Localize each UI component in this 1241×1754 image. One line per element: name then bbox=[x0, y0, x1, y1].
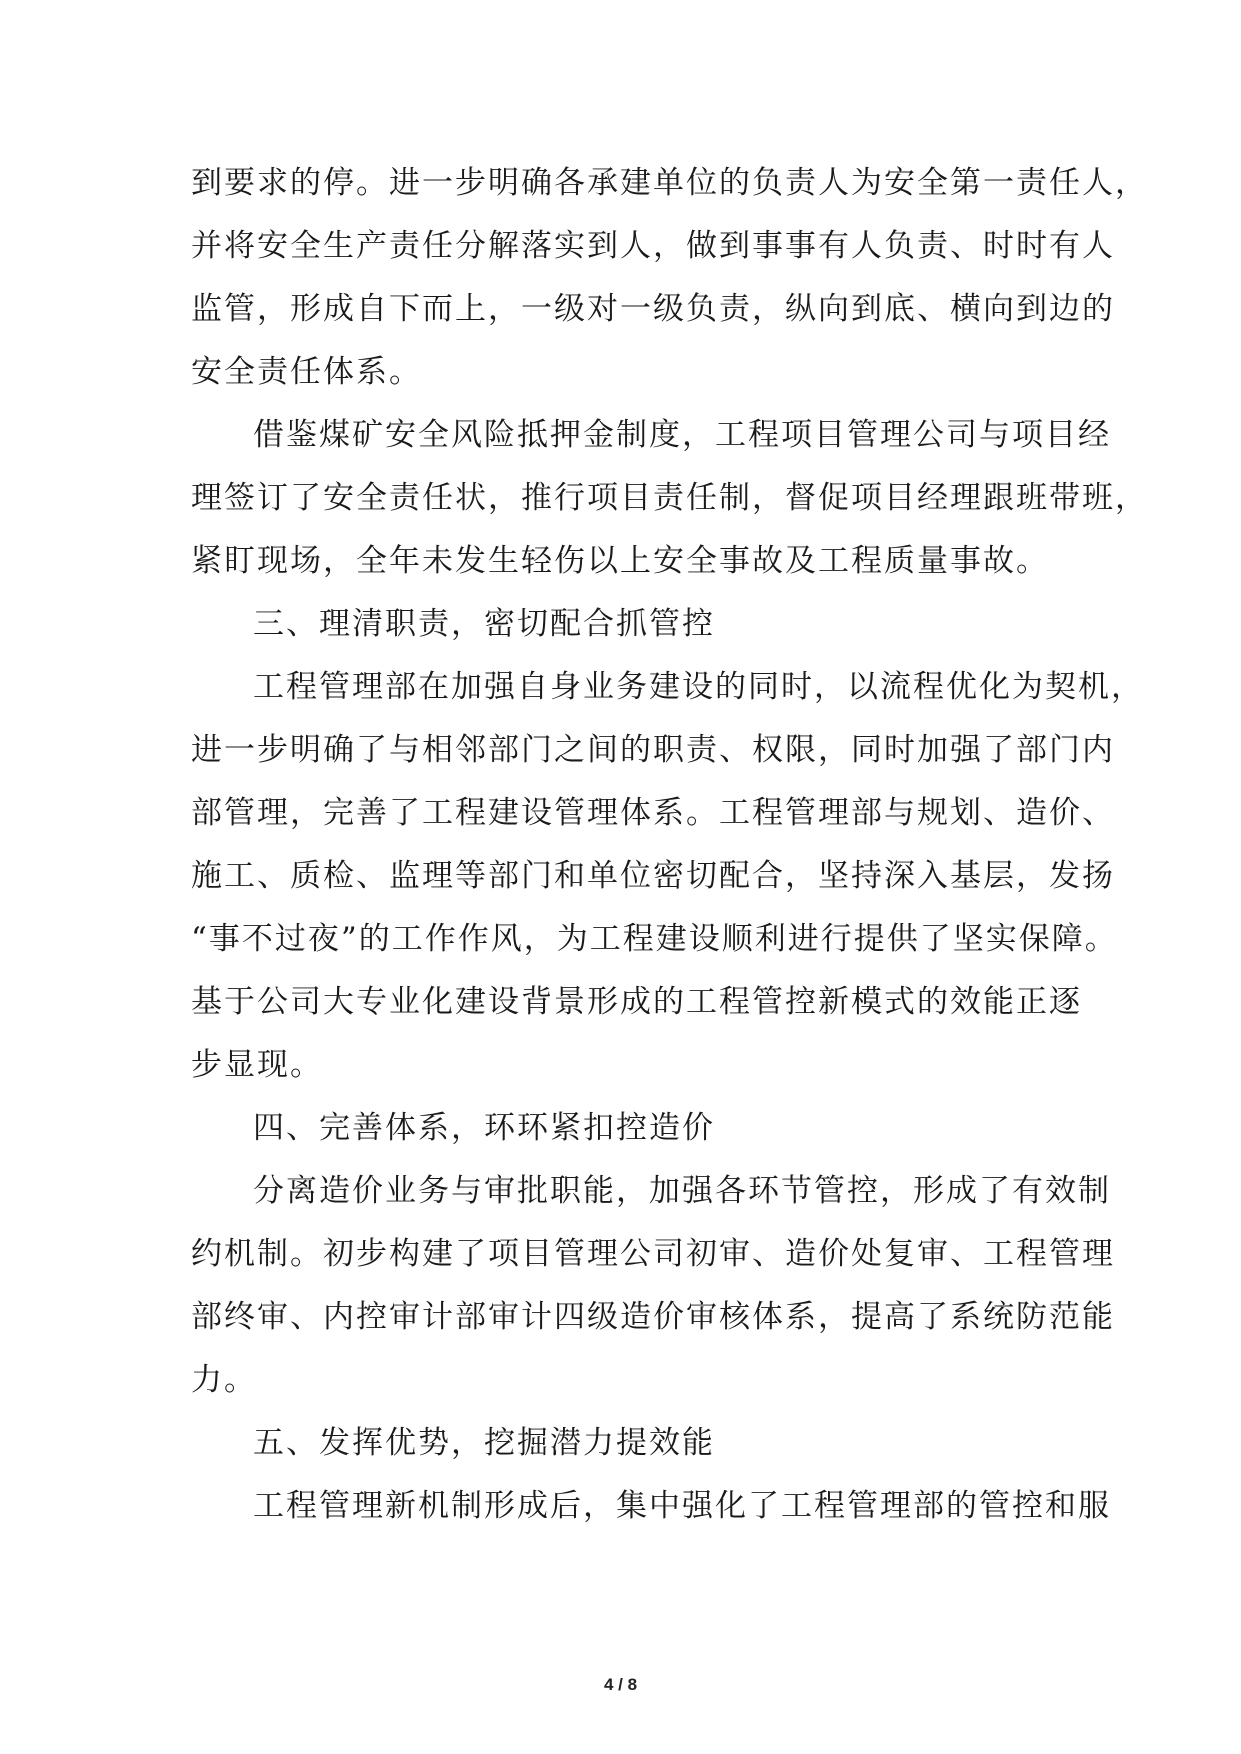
paragraph-line: 基于公司大专业化建设背景形成的工程管控新模式的效能正逐 bbox=[191, 984, 1082, 1020]
paragraph-line: 施工、质检、监理等部门和单位密切配合，坚持深入基层，发扬 bbox=[191, 858, 1115, 894]
paragraph-line: 步显现。 bbox=[191, 1047, 323, 1083]
paragraph-line: 进一步明确了与相邻部门之间的职责、权限，同时加强了部门内 bbox=[191, 732, 1115, 768]
paragraph-line: 分离造价业务与审批职能，加强各环节管控，形成了有效制 bbox=[253, 1173, 1111, 1209]
paragraph-line: 监管，形成自下而上，一级对一级负责，纵向到底、横向到边的 bbox=[191, 291, 1115, 327]
paragraph-line: 部管理，完善了工程建设管理体系。工程管理部与规划、造价、 bbox=[191, 795, 1115, 831]
page-number: 4 / 8 bbox=[603, 1675, 638, 1694]
paragraph-line: 部终审、内控审计部审计四级造价审核体系，提高了系统防范能 bbox=[191, 1299, 1115, 1335]
paragraph-line: 工程管理新机制形成后，集中强化了工程管理部的管控和服 bbox=[253, 1488, 1111, 1524]
paragraph-line: 理签订了安全责任状，推行项目责任制，督促项目经理跟班带班， bbox=[191, 480, 1148, 516]
paragraph-line: “事不过夜”的工作作风，为工程建设顺利进行提供了坚实保障。 bbox=[191, 921, 1118, 957]
section-heading: 三、理清职责，密切配合抓管控 bbox=[253, 606, 715, 642]
paragraph-line: 到要求的停。进一步明确各承建单位的负责人为安全第一责任人， bbox=[191, 165, 1148, 201]
paragraph-line: 并将安全生产责任分解落实到人，做到事事有人负责、时时有人 bbox=[191, 228, 1115, 264]
section-heading: 四、完善体系，环环紧扣控造价 bbox=[253, 1110, 715, 1146]
paragraph-line: 紧盯现场，全年未发生轻伤以上安全事故及工程质量事故。 bbox=[191, 543, 1049, 579]
paragraph-line: 借鉴煤矿安全风险抵押金制度，工程项目管理公司与项目经 bbox=[253, 417, 1111, 453]
section-heading: 五、发挥优势，挖掘潜力提效能 bbox=[253, 1425, 715, 1461]
paragraph-line: 力。 bbox=[191, 1362, 257, 1398]
paragraph-line: 工程管理部在加强自身业务建设的同时，以流程优化为契机， bbox=[253, 669, 1144, 705]
paragraph-line: 安全责任体系。 bbox=[191, 354, 422, 390]
paragraph-line: 约机制。初步构建了项目管理公司初审、造价处复审、工程管理 bbox=[191, 1236, 1115, 1272]
